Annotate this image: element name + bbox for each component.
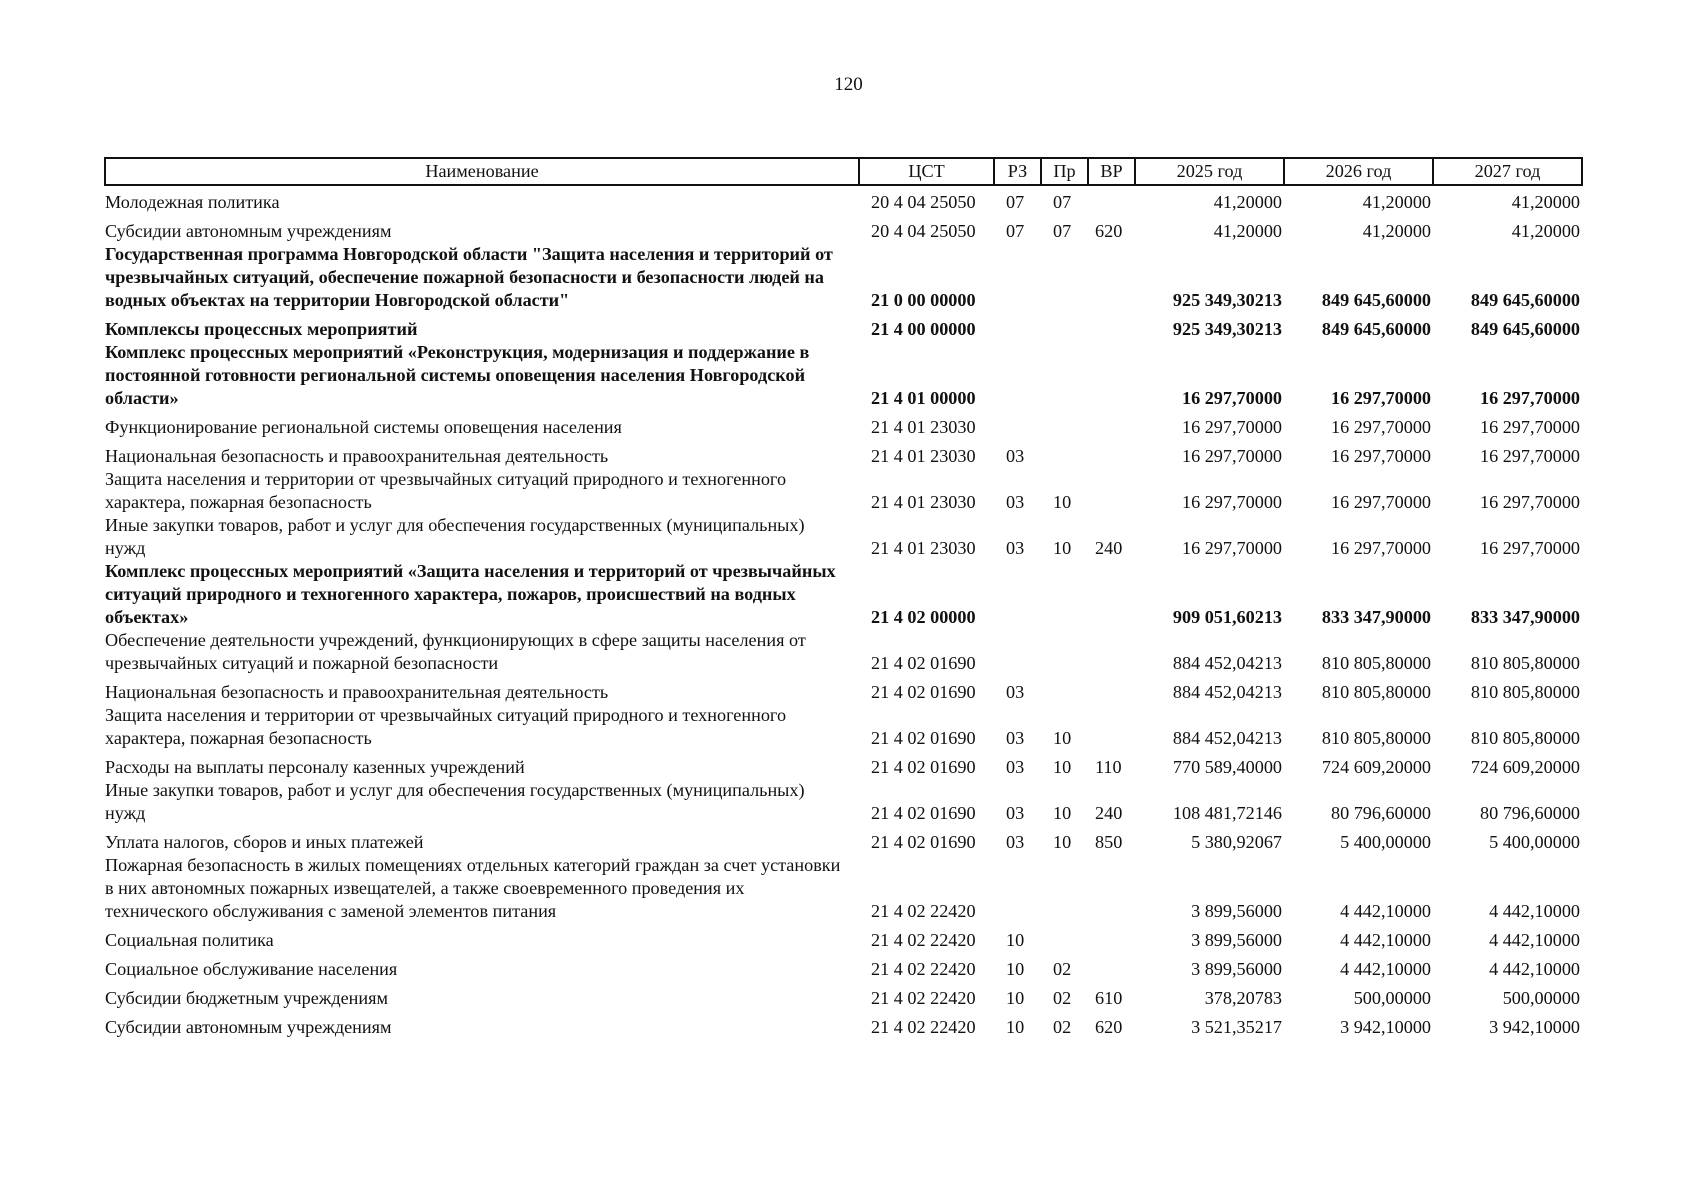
table-row [105,825,1582,854]
cell-2026: 4 442,10000 [1340,901,1431,921]
cell-2025: 5 380,92067 [1191,832,1282,852]
cell-2027: 500,00000 [1502,988,1580,1008]
cell-vr: 620 [1095,221,1123,241]
cell-rz: 10 [1006,988,1025,1008]
cell-cst: 21 4 02 00000 [871,607,976,627]
cell-2025: 108 481,72146 [1172,803,1282,823]
cell-vr [1088,854,1135,923]
cell-cst: 21 4 01 00000 [871,388,976,408]
cell-2026: 16 297,70000 [1330,388,1431,408]
table-row [105,629,1582,675]
cell-name: Расходы на выплаты персоналу казенных учреждений [105,757,525,777]
cell-2027: 724 609,20000 [1470,757,1580,777]
cell-2026: 41,20000 [1362,192,1431,212]
cell-rz: 03 [1006,446,1025,466]
table-row [105,560,1582,629]
cell-rz: 03 [1006,492,1025,512]
cell-pr: 10 [1053,803,1072,823]
table-row [105,214,1582,243]
cell-rz: 03 [1006,757,1025,777]
cell-cst: 21 4 02 01690 [871,832,976,852]
table-row [105,923,1582,952]
cell-pr [1041,854,1088,923]
cell-2027: 849 645,60000 [1470,290,1580,310]
cell-2026: 849 645,60000 [1321,319,1431,339]
cell-2025: 16 297,70000 [1181,492,1282,512]
cell-vr: 240 [1095,803,1123,823]
cell-2025: 378,20783 [1204,988,1282,1008]
cell-rz: 07 [1006,221,1025,241]
cell-2026: 833 347,90000 [1321,607,1431,627]
cell-rz: 03 [1006,682,1025,702]
cell-pr [1041,341,1088,410]
cell-pr: 02 [1053,1017,1072,1037]
cell-pr: 02 [1053,988,1072,1008]
cell-pr [1041,439,1088,468]
cell-pr: 07 [1053,192,1072,212]
cell-vr: 110 [1095,757,1122,777]
cell-vr: 240 [1095,538,1123,558]
header-vr: ВР [1088,158,1135,185]
cell-name: Пожарная безопасность в жилых помещениях отдельных категорий граждан за счет установки в них автономных пожарных извещателей, а также своевременного проведения их технического обслуживания с заменой элементов питания [105,855,841,921]
cell-name: Функционирование региональной системы оповещения населения [105,417,622,437]
cell-pr [1041,560,1088,629]
cell-2026: 4 442,10000 [1340,959,1431,979]
cell-2025: 884 452,04213 [1172,653,1282,673]
cell-rz [994,629,1041,675]
cell-name: Социальная политика [105,930,274,950]
table-row [105,341,1582,410]
cell-name: Уплата налогов, сборов и иных платежей [105,832,424,852]
table-row [105,854,1582,923]
cell-cst: 21 4 02 01690 [871,653,976,673]
cell-name: Молодежная политика [105,192,280,212]
cell-2027: 3 942,10000 [1489,1017,1580,1037]
cell-2025: 16 297,70000 [1181,388,1282,408]
cell-rz: 03 [1006,538,1025,558]
cell-cst: 21 4 02 22420 [871,988,976,1008]
cell-2026: 5 400,00000 [1340,832,1431,852]
cell-name: Государственная программа Новгородской области "Защита населения и территорий от чрезвычайных ситуаций, обеспечение пожарной безопасности и безопасности людей на водных объектах на территории Новгородской области" [105,244,833,310]
cell-2025: 16 297,70000 [1181,538,1282,558]
cell-cst: 21 4 01 23030 [871,417,976,437]
cell-vr [1088,952,1135,981]
cell-vr [1088,468,1135,514]
cell-2026: 4 442,10000 [1340,930,1431,950]
cell-2025: 41,20000 [1213,192,1282,212]
table-row [105,243,1582,312]
cell-2026: 810 805,80000 [1321,682,1431,702]
cell-rz [994,854,1041,923]
cell-rz: 03 [1006,832,1025,852]
cell-name: Обеспечение деятельности учреждений, функционирующих в сфере защиты населения от чрезвычайных ситуаций и пожарной безопасности [105,630,806,673]
header-cst: ЦСТ [859,158,994,185]
cell-2027: 810 805,80000 [1470,728,1580,748]
cell-2027: 41,20000 [1511,221,1580,241]
cell-2025: 925 349,30213 [1172,319,1282,339]
cell-2026: 3 942,10000 [1340,1017,1431,1037]
cell-vr [1088,675,1135,704]
cell-rz: 03 [1006,728,1025,748]
cell-2027: 810 805,80000 [1470,653,1580,673]
cell-vr [1088,243,1135,312]
table-body [105,185,1582,1039]
cell-2027: 849 645,60000 [1470,319,1580,339]
cell-cst: 21 4 02 22420 [871,959,976,979]
header-2025: 2025 год [1135,158,1284,185]
cell-cst: 20 4 04 25050 [871,221,976,241]
cell-pr [1041,312,1088,341]
cell-2027: 4 442,10000 [1489,959,1580,979]
cell-2027: 16 297,70000 [1479,492,1580,512]
cell-2026: 500,00000 [1353,988,1431,1008]
cell-vr [1088,312,1135,341]
cell-pr [1041,410,1088,439]
cell-2026: 16 297,70000 [1330,538,1431,558]
cell-name: Субсидии бюджетным учреждениям [105,988,389,1008]
cell-2027: 5 400,00000 [1489,832,1580,852]
cell-2025: 884 452,04213 [1172,728,1282,748]
cell-pr: 10 [1053,538,1072,558]
cell-rz: 10 [1006,930,1025,950]
header-2026: 2026 год [1284,158,1433,185]
header-name: Наименование [105,158,859,185]
cell-2025: 16 297,70000 [1181,417,1282,437]
cell-rz: 07 [1006,192,1025,212]
cell-name: Защита населения и территории от чрезвычайных ситуаций природного и техногенного характера, пожарная безопасность [105,705,787,748]
cell-2027: 41,20000 [1511,192,1580,212]
cell-name: Социальное обслуживание населения [105,959,398,979]
cell-vr [1088,560,1135,629]
cell-name: Иные закупки товаров, работ и услуг для обеспечения государственных (муниципальных) нужд [105,515,805,558]
cell-rz [994,560,1041,629]
cell-name: Национальная безопасность и правоохранительная деятельность [105,682,609,702]
cell-2025: 3 899,56000 [1191,930,1282,950]
page-number: 120 [834,74,863,95]
cell-2025: 41,20000 [1213,221,1282,241]
cell-pr [1041,243,1088,312]
cell-2025: 3 899,56000 [1191,959,1282,979]
cell-vr [1088,341,1135,410]
cell-pr: 02 [1053,959,1072,979]
cell-2027: 810 805,80000 [1470,682,1580,702]
cell-rz: 10 [1006,1017,1025,1037]
budget-table [104,157,1583,1039]
cell-rz [994,341,1041,410]
cell-2026: 16 297,70000 [1330,446,1431,466]
cell-2027: 4 442,10000 [1489,901,1580,921]
cell-2027: 16 297,70000 [1479,538,1580,558]
table-row [105,981,1582,1010]
cell-2026: 849 645,60000 [1321,290,1431,310]
cell-2026: 16 297,70000 [1330,492,1431,512]
cell-cst: 21 4 02 01690 [871,728,976,748]
cell-rz [994,243,1041,312]
table-row [105,468,1582,514]
cell-cst: 21 4 01 23030 [871,538,976,558]
cell-name: Национальная безопасность и правоохранительная деятельность [105,446,609,466]
cell-vr [1088,704,1135,750]
cell-2026: 724 609,20000 [1321,757,1431,777]
cell-pr [1041,629,1088,675]
header-rz: РЗ [994,158,1041,185]
table-row [105,952,1582,981]
cell-2025: 884 452,04213 [1172,682,1282,702]
cell-name: Иные закупки товаров, работ и услуг для обеспечения государственных (муниципальных) нужд [105,780,805,823]
header-pr: Пр [1041,158,1088,185]
cell-pr [1041,675,1088,704]
cell-2025: 16 297,70000 [1181,446,1282,466]
cell-cst: 21 4 02 01690 [871,682,976,702]
cell-vr [1088,923,1135,952]
table-row [105,185,1582,214]
table-row [105,750,1582,779]
cell-cst: 21 0 00 00000 [871,290,976,310]
cell-2027: 16 297,70000 [1479,388,1580,408]
cell-2026: 80 796,60000 [1330,803,1431,823]
cell-vr [1088,410,1135,439]
table-header-row [105,158,1582,185]
table-row [105,410,1582,439]
cell-pr: 10 [1053,757,1072,777]
cell-pr: 07 [1053,221,1072,241]
cell-rz [994,410,1041,439]
cell-rz: 03 [1006,803,1025,823]
cell-2025: 770 589,40000 [1172,757,1282,777]
cell-2026: 16 297,70000 [1330,417,1431,437]
cell-2025: 3 899,56000 [1191,901,1282,921]
cell-2026: 810 805,80000 [1321,653,1431,673]
table-row [105,439,1582,468]
cell-2027: 4 442,10000 [1489,930,1580,950]
cell-rz: 10 [1006,959,1025,979]
header-2027: 2027 год [1433,158,1582,185]
table-row [105,1010,1582,1039]
cell-rz [994,312,1041,341]
cell-pr: 10 [1053,492,1072,512]
cell-cst: 21 4 02 22420 [871,1017,976,1037]
cell-name: Комплексы процессных мероприятий [105,319,418,339]
cell-pr [1041,923,1088,952]
cell-cst: 21 4 02 01690 [871,803,976,823]
cell-vr [1088,439,1135,468]
cell-2026: 41,20000 [1362,221,1431,241]
cell-2025: 3 521,35217 [1191,1017,1282,1037]
cell-cst: 21 4 00 00000 [871,319,976,339]
cell-cst: 21 4 02 22420 [871,930,976,950]
cell-pr: 10 [1053,728,1072,748]
cell-vr [1088,629,1135,675]
cell-cst: 21 4 02 22420 [871,901,976,921]
cell-vr: 610 [1095,988,1123,1008]
cell-2027: 833 347,90000 [1470,607,1580,627]
cell-2025: 909 051,60213 [1172,607,1282,627]
cell-2027: 16 297,70000 [1479,446,1580,466]
cell-pr: 10 [1053,832,1072,852]
table-row [105,312,1582,341]
cell-2027: 80 796,60000 [1479,803,1580,823]
cell-name: Комплекс процессных мероприятий «Защита населения и территорий от чрезвычайных ситуаций природного и техногенного характера, пожаров, происшествий на водных объектах» [105,561,836,627]
cell-cst: 20 4 04 25050 [871,192,976,212]
cell-cst: 21 4 01 23030 [871,492,976,512]
table-row [105,675,1582,704]
cell-2026: 810 805,80000 [1321,728,1431,748]
cell-name: Комплекс процессных мероприятий «Реконструкция, модернизация и поддержание в постоянной готовности региональной системы оповещения населения Новгородской области» [105,342,810,408]
cell-cst: 21 4 02 01690 [871,757,976,777]
table-row [105,779,1582,825]
cell-name: Субсидии автономным учреждениям [105,1017,392,1037]
cell-vr [1088,185,1135,214]
cell-vr: 850 [1095,832,1123,852]
cell-vr: 620 [1095,1017,1123,1037]
cell-cst: 21 4 01 23030 [871,446,976,466]
table-row [105,704,1582,750]
cell-name: Защита населения и территории от чрезвычайных ситуаций природного и техногенного характера, пожарная безопасность [105,469,787,512]
cell-name: Субсидии автономным учреждениям [105,221,392,241]
table-row [105,514,1582,560]
cell-2025: 925 349,30213 [1172,290,1282,310]
cell-2027: 16 297,70000 [1479,417,1580,437]
